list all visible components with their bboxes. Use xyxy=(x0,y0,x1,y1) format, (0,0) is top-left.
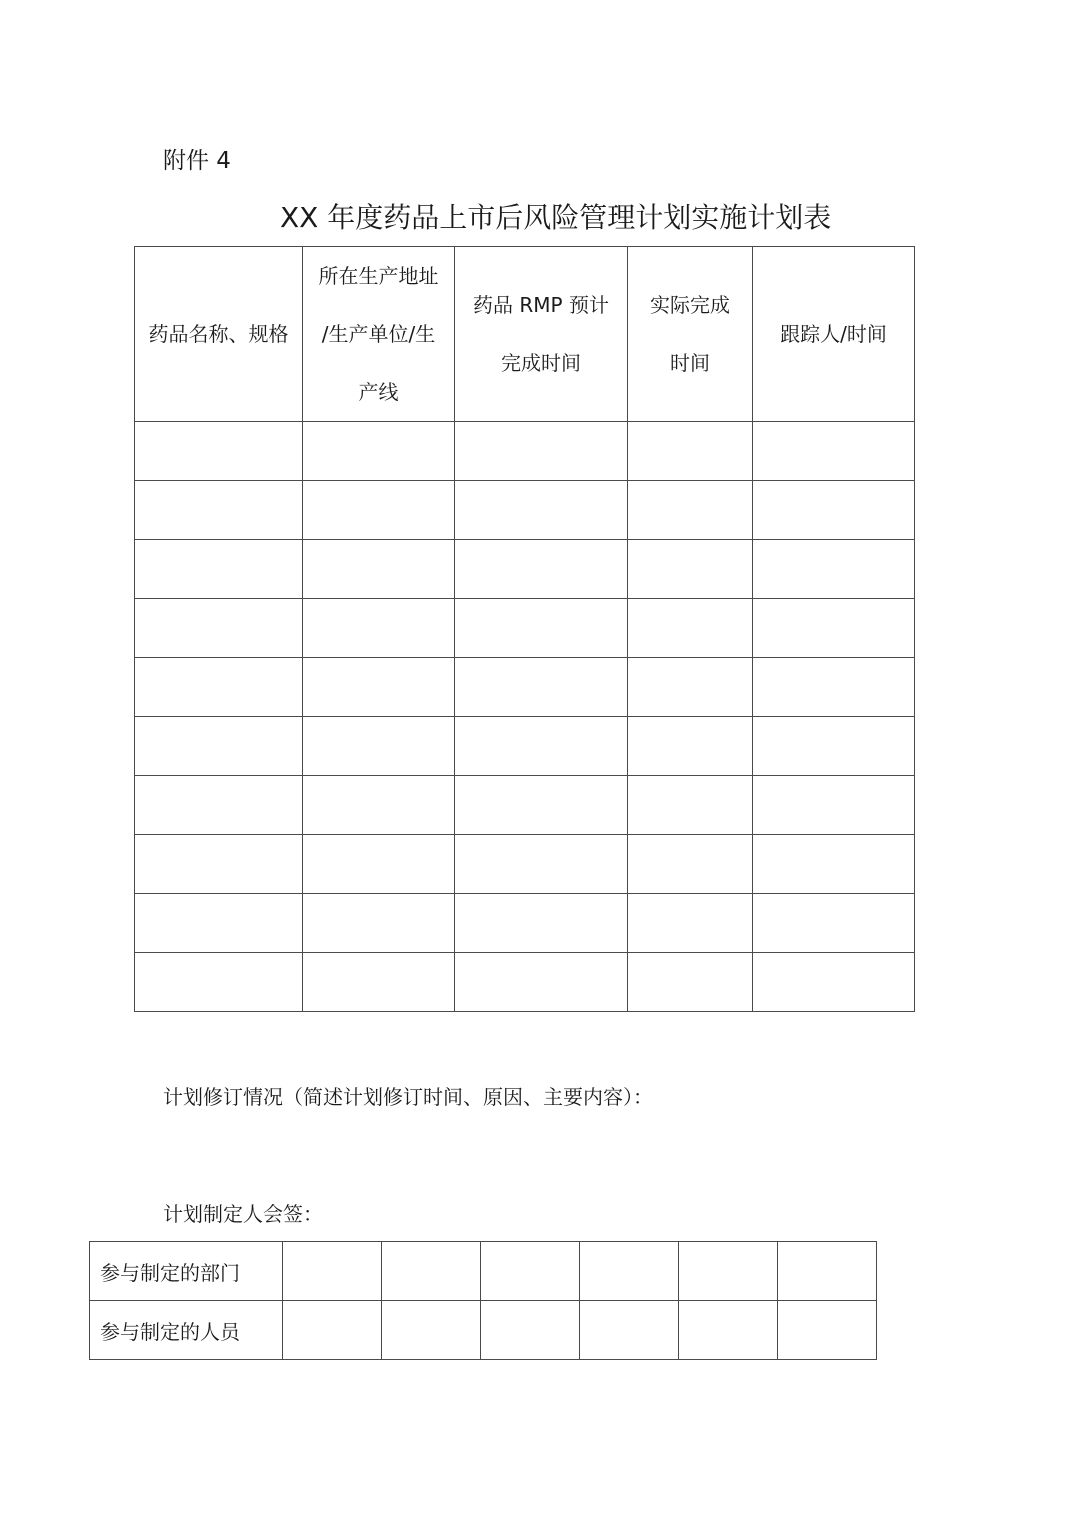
table-cell[interactable] xyxy=(455,717,628,776)
signoff-cell[interactable] xyxy=(382,1242,481,1301)
table-cell[interactable] xyxy=(628,540,753,599)
signoff-table xyxy=(89,1241,877,1360)
signoff-cell[interactable] xyxy=(679,1242,778,1301)
signoff-table-body xyxy=(90,1242,877,1360)
table-cell[interactable] xyxy=(135,599,303,658)
table-row xyxy=(135,422,915,481)
table-row xyxy=(135,481,915,540)
table-cell[interactable] xyxy=(753,540,915,599)
table-row xyxy=(135,894,915,953)
table-cell[interactable] xyxy=(135,481,303,540)
table-cell[interactable] xyxy=(455,953,628,1012)
signoff-cell[interactable] xyxy=(382,1301,481,1360)
header-line: 产线 xyxy=(358,380,399,404)
header-drug-name-spec xyxy=(135,247,303,422)
table-row xyxy=(135,540,915,599)
signoff-cell[interactable] xyxy=(481,1301,580,1360)
table-cell[interactable] xyxy=(455,658,628,717)
table-cell[interactable] xyxy=(455,776,628,835)
document-title: XX 年度药品上市后风险管理计划实施计划表 xyxy=(280,201,832,234)
table-cell[interactable] xyxy=(135,658,303,717)
table-row xyxy=(135,658,915,717)
table-cell[interactable] xyxy=(753,658,915,717)
table-cell[interactable] xyxy=(753,776,915,835)
table-cell[interactable] xyxy=(628,717,753,776)
table-cell[interactable] xyxy=(135,540,303,599)
header-line: 药品名称、规格 xyxy=(148,322,289,346)
header-line: 实际完成 xyxy=(650,293,730,317)
table-row xyxy=(135,953,915,1012)
table-cell[interactable] xyxy=(628,422,753,481)
signoff-label: 计划制定人会签： xyxy=(163,1202,323,1226)
header-actual-completion xyxy=(628,247,753,422)
table-cell[interactable] xyxy=(455,835,628,894)
table-cell[interactable] xyxy=(753,953,915,1012)
table-cell[interactable] xyxy=(753,894,915,953)
signoff-cell[interactable] xyxy=(481,1242,580,1301)
header-rmp-planned-completion xyxy=(455,247,628,422)
table-cell[interactable] xyxy=(455,894,628,953)
table-cell[interactable] xyxy=(455,540,628,599)
table-cell[interactable] xyxy=(628,953,753,1012)
signoff-cell[interactable] xyxy=(283,1242,382,1301)
header-line: 药品 RMP 预计 xyxy=(473,293,609,317)
header-line: 所在生产地址 xyxy=(318,264,439,288)
table-cell[interactable] xyxy=(303,953,455,1012)
table-cell[interactable] xyxy=(135,835,303,894)
signoff-cell[interactable] xyxy=(580,1242,679,1301)
signoff-row-label: 参与制定的人员 xyxy=(90,1301,283,1360)
table-row xyxy=(135,717,915,776)
plan-table-header-row xyxy=(135,247,915,422)
header-tracker-time xyxy=(753,247,915,422)
header-line: /生产单位/生 xyxy=(321,322,436,346)
table-cell[interactable] xyxy=(135,717,303,776)
table-cell[interactable] xyxy=(303,894,455,953)
signoff-cell[interactable] xyxy=(283,1301,382,1360)
table-cell[interactable] xyxy=(303,776,455,835)
signoff-row xyxy=(90,1301,877,1360)
table-cell[interactable] xyxy=(753,481,915,540)
table-row xyxy=(135,835,915,894)
header-line: 跟踪人/时间 xyxy=(780,322,887,346)
table-cell[interactable] xyxy=(628,599,753,658)
table-cell[interactable] xyxy=(753,422,915,481)
table-cell[interactable] xyxy=(135,422,303,481)
plan-table-body xyxy=(135,422,915,1012)
signoff-row xyxy=(90,1242,877,1301)
table-cell[interactable] xyxy=(628,835,753,894)
header-line: 时间 xyxy=(670,351,710,375)
header-production-site xyxy=(303,247,455,422)
table-cell[interactable] xyxy=(303,717,455,776)
table-cell[interactable] xyxy=(628,481,753,540)
signoff-cell[interactable] xyxy=(580,1301,679,1360)
plan-table xyxy=(134,246,915,1012)
table-cell[interactable] xyxy=(455,422,628,481)
table-cell[interactable] xyxy=(135,894,303,953)
table-cell[interactable] xyxy=(135,953,303,1012)
table-cell[interactable] xyxy=(303,658,455,717)
table-cell[interactable] xyxy=(303,481,455,540)
table-cell[interactable] xyxy=(303,835,455,894)
table-cell[interactable] xyxy=(753,599,915,658)
header-line: 完成时间 xyxy=(501,351,581,375)
table-cell[interactable] xyxy=(135,776,303,835)
signoff-cell[interactable] xyxy=(778,1242,877,1301)
table-cell[interactable] xyxy=(303,422,455,481)
revision-label: 计划修订情况（简述计划修订时间、原因、主要内容）： xyxy=(163,1085,653,1109)
table-cell[interactable] xyxy=(455,481,628,540)
signoff-row-label: 参与制定的部门 xyxy=(90,1242,283,1301)
table-cell[interactable] xyxy=(303,540,455,599)
table-cell[interactable] xyxy=(303,599,455,658)
table-cell[interactable] xyxy=(455,599,628,658)
signoff-cell[interactable] xyxy=(778,1301,877,1360)
attachment-label: 附件 4 xyxy=(163,148,231,174)
table-cell[interactable] xyxy=(753,835,915,894)
table-cell[interactable] xyxy=(628,658,753,717)
table-row xyxy=(135,776,915,835)
signoff-cell[interactable] xyxy=(679,1301,778,1360)
table-row xyxy=(135,599,915,658)
table-cell[interactable] xyxy=(753,717,915,776)
table-cell[interactable] xyxy=(628,776,753,835)
table-cell[interactable] xyxy=(628,894,753,953)
